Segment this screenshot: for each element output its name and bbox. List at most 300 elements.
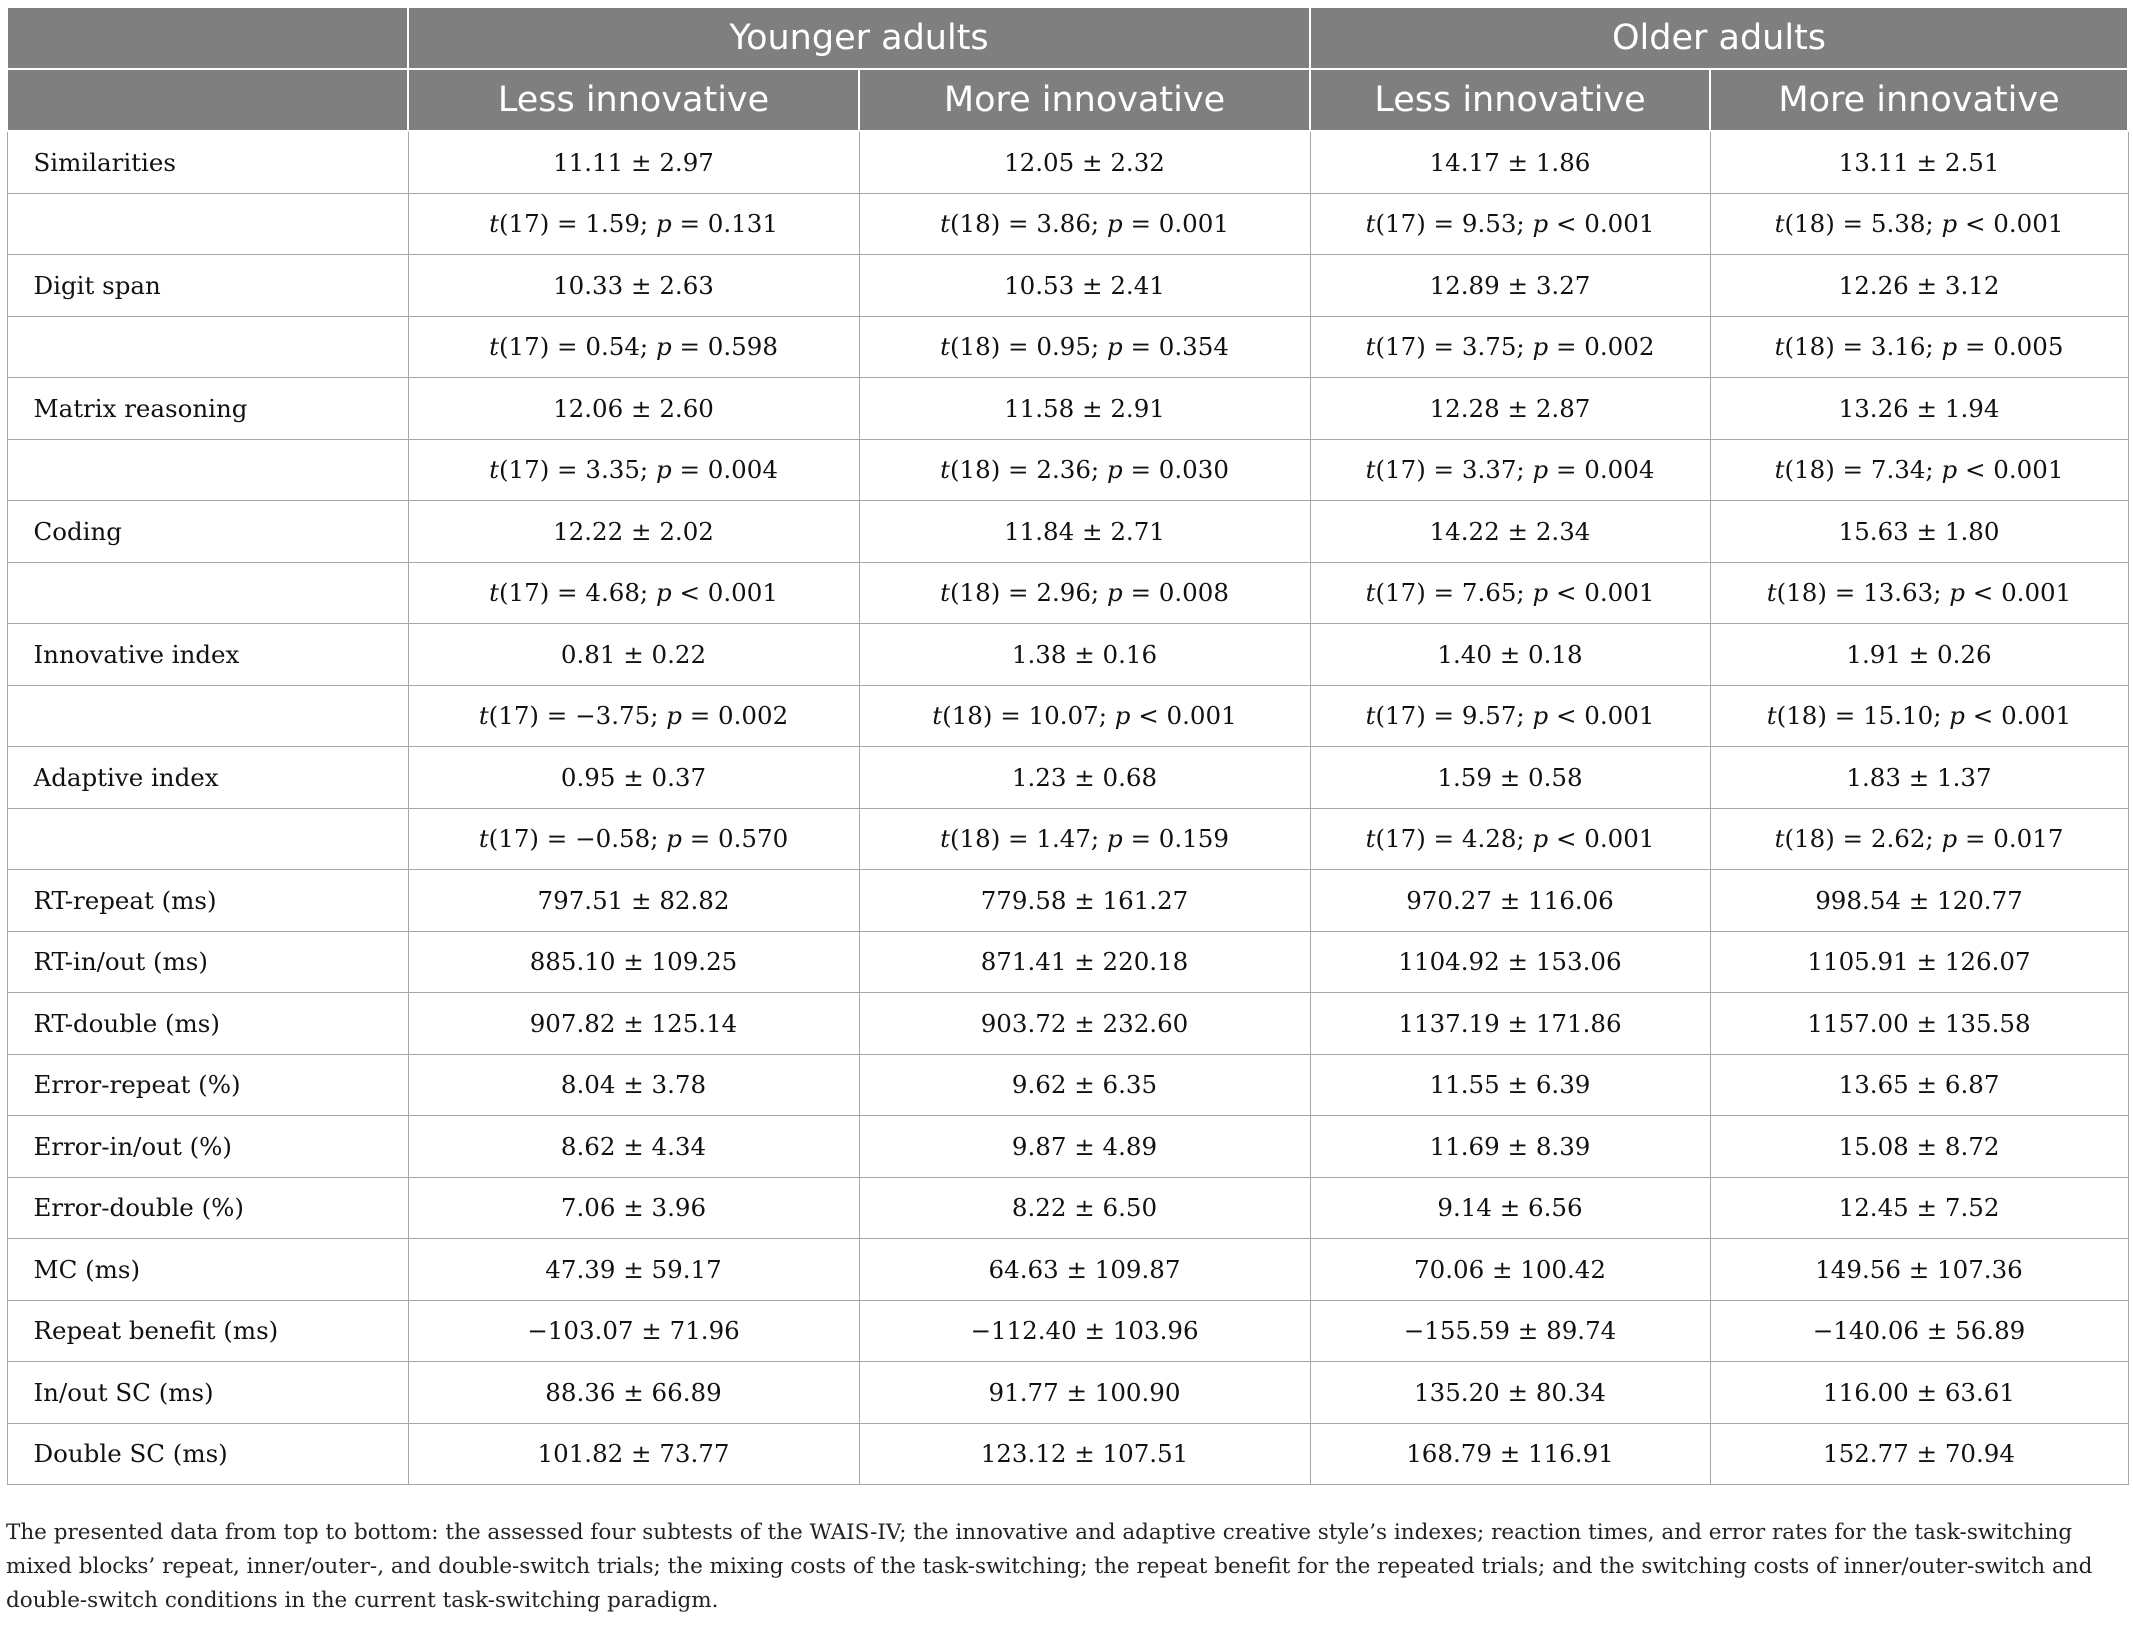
group-header-younger: Younger adults: [408, 7, 1310, 69]
t-symbol: t: [1365, 455, 1376, 485]
table-row: [7, 1239, 2128, 1301]
p-symbol: p: [1532, 578, 1549, 608]
table-row: [7, 747, 2128, 809]
row-label: Error-double (%): [7, 1177, 408, 1239]
value-cell: 12.45 ± 7.52: [1710, 1177, 2128, 1239]
value-cell: 1.23 ± 0.68: [859, 747, 1310, 809]
t-test-cell: [1710, 439, 2128, 501]
value-cell: 10.33 ± 2.63: [408, 255, 859, 317]
separator: ;: [1098, 701, 1115, 731]
t-test-cell: [1310, 439, 1710, 501]
p-value: = 0.004: [1555, 455, 1655, 485]
row-label: Repeat benefit (ms): [7, 1300, 408, 1362]
value-cell: 11.55 ± 6.39: [1310, 1054, 1710, 1116]
table-row: [7, 1177, 2128, 1239]
t-symbol: t: [932, 701, 943, 731]
table-row: [7, 624, 2128, 686]
p-value: = 0.159: [1130, 824, 1229, 854]
degrees-of-freedom: 18: [959, 332, 991, 362]
p-symbol: p: [1532, 455, 1549, 485]
space: [1965, 578, 1973, 607]
paren-open: (: [498, 332, 509, 362]
space: [1965, 701, 1973, 730]
equals-sign: ) =: [1416, 455, 1462, 485]
value-cell: 12.89 ± 3.27: [1310, 255, 1710, 317]
p-symbol: p: [666, 701, 682, 731]
space: [1957, 455, 1965, 484]
separator: ;: [650, 701, 667, 731]
table-row-stats: [7, 808, 2128, 870]
value-cell: 101.82 ± 73.77: [408, 1423, 859, 1485]
t-value: 10.07: [1028, 701, 1099, 731]
t-test-cell: [1310, 808, 1710, 870]
value-cell: 903.72 ± 232.60: [859, 993, 1310, 1055]
p-value: < 0.001: [1138, 701, 1237, 731]
t-value: 5.38: [1870, 209, 1926, 239]
degrees-of-freedom: 17: [1385, 332, 1417, 362]
t-value: 0.95: [1036, 332, 1091, 362]
space: [682, 824, 690, 853]
t-test-cell: [408, 316, 859, 378]
value-cell: 12.05 ± 2.32: [859, 131, 1310, 193]
degrees-of-freedom: 18: [1794, 824, 1826, 854]
separator: ;: [1516, 578, 1533, 608]
t-symbol: t: [478, 824, 489, 854]
t-symbol: t: [1774, 332, 1785, 362]
table-row-stats: [7, 316, 2128, 378]
degrees-of-freedom: 17: [1385, 578, 1417, 608]
degrees-of-freedom: 17: [508, 455, 540, 485]
t-symbol: t: [1774, 209, 1785, 239]
value-cell: 1.38 ± 0.16: [859, 624, 1310, 686]
t-symbol: t: [478, 701, 489, 731]
space: [1957, 209, 1965, 238]
value-cell: 10.53 ± 2.41: [859, 255, 1310, 317]
value-cell: 8.22 ± 6.50: [859, 1177, 1310, 1239]
row-label: [7, 685, 408, 747]
separator: ;: [639, 578, 656, 608]
space: [1957, 824, 1965, 853]
t-test-cell: [1710, 808, 2128, 870]
t-symbol: t: [940, 332, 950, 362]
degrees-of-freedom: 18: [1794, 209, 1826, 239]
value-cell: 13.26 ± 1.94: [1710, 378, 2128, 440]
t-test-cell: [859, 685, 1310, 747]
p-symbol: p: [1941, 209, 1958, 239]
t-test-cell: [859, 193, 1310, 255]
p-symbol: p: [1532, 209, 1549, 239]
separator: ;: [1090, 455, 1107, 485]
p-symbol: p: [1532, 824, 1549, 854]
value-cell: 1157.00 ± 135.58: [1710, 993, 2128, 1055]
equals-sign: ) =: [1817, 701, 1864, 731]
separator: ;: [639, 209, 656, 239]
p-value: = 0.002: [1555, 332, 1655, 362]
degrees-of-freedom: 18: [959, 578, 991, 608]
equals-sign: ) =: [1416, 824, 1462, 854]
value-cell: 1104.92 ± 153.06: [1310, 931, 1710, 993]
p-value: = 0.131: [679, 209, 778, 239]
sub-header-older-more: More innovative: [1710, 69, 2128, 131]
group-header-row: [7, 7, 2128, 69]
table-row: [7, 378, 2128, 440]
t-symbol: t: [1766, 578, 1777, 608]
p-symbol: p: [1114, 701, 1131, 731]
sub-header-younger-more: More innovative: [859, 69, 1310, 131]
p-value: < 0.001: [1964, 209, 2064, 239]
paren-open: (: [1375, 209, 1385, 239]
separator: ;: [1090, 209, 1107, 239]
p-symbol: p: [666, 824, 682, 854]
value-cell: 149.56 ± 107.36: [1710, 1239, 2128, 1301]
value-cell: 9.62 ± 6.35: [859, 1054, 1310, 1116]
p-symbol: p: [1949, 578, 1965, 608]
paren-open: (: [1776, 701, 1787, 731]
p-value: = 0.005: [1964, 332, 2064, 362]
separator: ;: [1516, 332, 1533, 362]
paren-open: (: [498, 209, 509, 239]
paren-open: (: [1784, 332, 1794, 362]
table-body: [7, 131, 2128, 1485]
table-row: [7, 870, 2128, 932]
t-value: 2.36: [1036, 455, 1091, 485]
p-value: = 0.002: [689, 701, 789, 731]
value-cell: 9.87 ± 4.89: [859, 1116, 1310, 1178]
p-value: < 0.001: [1555, 701, 1655, 731]
degrees-of-freedom: 18: [959, 824, 991, 854]
row-label: RT-double (ms): [7, 993, 408, 1055]
table-row: [7, 255, 2128, 317]
value-cell: 0.95 ± 0.37: [408, 747, 859, 809]
paren-open: (: [949, 455, 960, 485]
t-value: 13.63: [1863, 578, 1934, 608]
degrees-of-freedom: 17: [498, 824, 530, 854]
value-cell: 1.83 ± 1.37: [1710, 747, 2128, 809]
degrees-of-freedom: 17: [1385, 209, 1417, 239]
t-test-cell: [1710, 193, 2128, 255]
paren-open: (: [1375, 578, 1385, 608]
t-symbol: t: [940, 578, 950, 608]
value-cell: 116.00 ± 63.61: [1710, 1362, 2128, 1424]
t-test-cell: [408, 193, 859, 255]
value-cell: 871.41 ± 220.18: [859, 931, 1310, 993]
p-value: < 0.001: [1555, 578, 1655, 608]
value-cell: 11.84 ± 2.71: [859, 501, 1310, 563]
degrees-of-freedom: 18: [959, 455, 991, 485]
t-value: 1.47: [1036, 824, 1091, 854]
results-table-container: [6, 6, 2127, 1485]
row-label: Error-repeat (%): [7, 1054, 408, 1116]
space: [1548, 332, 1556, 361]
value-cell: 970.27 ± 116.06: [1310, 870, 1710, 932]
t-symbol: t: [1766, 701, 1777, 731]
p-value: = 0.598: [679, 332, 778, 362]
p-value: < 0.001: [679, 578, 778, 608]
paren-open: (: [488, 824, 499, 854]
value-cell: 47.39 ± 59.17: [408, 1239, 859, 1301]
t-symbol: t: [1365, 332, 1376, 362]
table-row-stats: [7, 685, 2128, 747]
p-symbol: p: [1532, 332, 1549, 362]
degrees-of-freedom: 17: [498, 701, 530, 731]
row-label: [7, 316, 408, 378]
row-label: [7, 562, 408, 624]
value-cell: 998.54 ± 120.77: [1710, 870, 2128, 932]
paren-open: (: [1375, 455, 1385, 485]
t-value: 0.54: [585, 332, 640, 362]
value-cell: 12.06 ± 2.60: [408, 378, 859, 440]
row-label: RT-repeat (ms): [7, 870, 408, 932]
t-value: 7.34: [1870, 455, 1926, 485]
t-symbol: t: [1774, 824, 1785, 854]
t-test-cell: [1310, 562, 1710, 624]
t-test-cell: [859, 562, 1310, 624]
paren-open: (: [1784, 209, 1794, 239]
value-cell: 168.79 ± 116.91: [1310, 1423, 1710, 1485]
separator: ;: [650, 824, 667, 854]
separator: ;: [639, 455, 656, 485]
p-value: < 0.001: [1964, 455, 2064, 485]
degrees-of-freedom: 18: [959, 209, 991, 239]
value-cell: 14.22 ± 2.34: [1310, 501, 1710, 563]
t-value: 9.53: [1461, 209, 1517, 239]
t-symbol: t: [1365, 578, 1376, 608]
value-cell: 15.08 ± 8.72: [1710, 1116, 2128, 1178]
separator: ;: [1090, 824, 1107, 854]
space: [1548, 701, 1556, 730]
t-symbol: t: [489, 455, 499, 485]
p-symbol: p: [1949, 701, 1965, 731]
value-cell: 0.81 ± 0.22: [408, 624, 859, 686]
t-symbol: t: [1365, 824, 1376, 854]
row-label: [7, 808, 408, 870]
p-value: = 0.008: [1130, 578, 1229, 608]
table-row: [7, 1362, 2128, 1424]
row-label: [7, 193, 408, 255]
value-cell: 1137.19 ± 171.86: [1310, 993, 1710, 1055]
table-row: [7, 501, 2128, 563]
value-cell: −112.40 ± 103.96: [859, 1300, 1310, 1362]
separator: ;: [1925, 209, 1942, 239]
separator: ;: [639, 332, 656, 362]
p-value: < 0.001: [1555, 209, 1655, 239]
t-value: 7.65: [1461, 578, 1517, 608]
equals-sign: ) =: [529, 701, 576, 731]
t-symbol: t: [940, 455, 950, 485]
t-value: 15.10: [1863, 701, 1934, 731]
t-symbol: t: [489, 332, 499, 362]
t-test-cell: [408, 562, 859, 624]
p-value: = 0.570: [689, 824, 789, 854]
value-cell: 1.91 ± 0.26: [1710, 624, 2128, 686]
separator: ;: [1933, 578, 1950, 608]
value-cell: 13.65 ± 6.87: [1710, 1054, 2128, 1116]
p-symbol: p: [1106, 455, 1123, 485]
p-symbol: p: [1941, 332, 1958, 362]
equals-sign: ) =: [1825, 824, 1871, 854]
equals-sign: ) =: [990, 209, 1037, 239]
t-test-cell: [1710, 562, 2128, 624]
value-cell: 11.58 ± 2.91: [859, 378, 1310, 440]
value-cell: 12.22 ± 2.02: [408, 501, 859, 563]
p-value: < 0.001: [1972, 701, 2072, 731]
paren-open: (: [1784, 824, 1794, 854]
t-symbol: t: [1365, 701, 1376, 731]
t-value: 1.59: [585, 209, 640, 239]
results-table: [6, 6, 2129, 1485]
row-label: Innovative index: [7, 624, 408, 686]
table-row: [7, 931, 2128, 993]
p-symbol: p: [655, 332, 672, 362]
space: [1548, 209, 1556, 238]
row-label: In/out SC (ms): [7, 1362, 408, 1424]
p-symbol: p: [1106, 824, 1123, 854]
separator: ;: [1925, 824, 1942, 854]
value-cell: −155.59 ± 89.74: [1310, 1300, 1710, 1362]
table-header: [7, 7, 2128, 131]
degrees-of-freedom: 18: [1794, 455, 1826, 485]
degrees-of-freedom: 17: [508, 209, 540, 239]
sub-header-corner: [7, 69, 408, 131]
t-test-cell: [1710, 685, 2128, 747]
t-value: −3.75: [575, 701, 651, 731]
equals-sign: ) =: [529, 824, 576, 854]
paren-open: (: [949, 824, 960, 854]
table-row-stats: [7, 562, 2128, 624]
equals-sign: ) =: [990, 455, 1037, 485]
p-value: < 0.001: [1972, 578, 2072, 608]
equals-sign: ) =: [1416, 578, 1462, 608]
paren-open: (: [498, 455, 509, 485]
p-value: = 0.017: [1964, 824, 2064, 854]
paren-open: (: [1375, 824, 1385, 854]
paren-open: (: [949, 209, 960, 239]
p-symbol: p: [1941, 824, 1958, 854]
degrees-of-freedom: 17: [1385, 455, 1417, 485]
t-test-cell: [1710, 316, 2128, 378]
table-row: [7, 1116, 2128, 1178]
t-test-cell: [859, 808, 1310, 870]
row-label: Double SC (ms): [7, 1423, 408, 1485]
degrees-of-freedom: 17: [1385, 824, 1417, 854]
separator: ;: [1516, 824, 1533, 854]
t-test-cell: [859, 316, 1310, 378]
space: [1548, 824, 1556, 853]
degrees-of-freedom: 17: [1385, 701, 1417, 731]
t-symbol: t: [489, 578, 499, 608]
t-symbol: t: [940, 209, 950, 239]
t-value: 3.35: [585, 455, 640, 485]
separator: ;: [1925, 455, 1942, 485]
t-value: 2.62: [1870, 824, 1926, 854]
t-value: 3.16: [1870, 332, 1926, 362]
p-symbol: p: [1106, 332, 1123, 362]
p-value: = 0.030: [1130, 455, 1229, 485]
value-cell: 8.04 ± 3.78: [408, 1054, 859, 1116]
t-value: 3.86: [1036, 209, 1091, 239]
paren-open: (: [1375, 332, 1385, 362]
table-footnote: The presented data from top to bottom: the assessed four subtests of the WAIS-IV; the innovative and adaptive creative style’s indexes; reaction times, and error rates for the task-switching mixed blocks’ repeat, inner/outer-, and double-switch trials; the mixing costs of the task-switching; the repeat benefit for the repeated trials; and the switching costs of inner/outer-switch and double-switch conditions in the current task-switching paradigm.: [6, 1520, 2093, 1613]
table-row: [7, 131, 2128, 193]
p-symbol: p: [1941, 455, 1958, 485]
equals-sign: ) =: [539, 209, 586, 239]
equals-sign: ) =: [1416, 332, 1462, 362]
t-test-cell: [1310, 685, 1710, 747]
equals-sign: ) =: [990, 332, 1037, 362]
equals-sign: ) =: [1825, 332, 1871, 362]
paren-open: (: [1784, 455, 1794, 485]
value-cell: 135.20 ± 80.34: [1310, 1362, 1710, 1424]
value-cell: 15.63 ± 1.80: [1710, 501, 2128, 563]
row-label: Error-in/out (%): [7, 1116, 408, 1178]
value-cell: 64.63 ± 109.87: [859, 1239, 1310, 1301]
separator: ;: [1090, 578, 1107, 608]
value-cell: −103.07 ± 71.96: [408, 1300, 859, 1362]
sub-header-older-less: Less innovative: [1310, 69, 1710, 131]
t-test-cell: [408, 439, 859, 501]
sub-header-younger-less: Less innovative: [408, 69, 859, 131]
t-symbol: t: [1774, 455, 1785, 485]
row-label: Coding: [7, 501, 408, 563]
value-cell: 9.14 ± 6.56: [1310, 1177, 1710, 1239]
value-cell: 88.36 ± 66.89: [408, 1362, 859, 1424]
t-value: 4.68: [585, 578, 640, 608]
p-symbol: p: [1532, 701, 1549, 731]
p-symbol: p: [655, 455, 672, 485]
value-cell: 797.51 ± 82.82: [408, 870, 859, 932]
row-label: Matrix reasoning: [7, 378, 408, 440]
value-cell: 8.62 ± 4.34: [408, 1116, 859, 1178]
value-cell: 1.59 ± 0.58: [1310, 747, 1710, 809]
paren-open: (: [1776, 578, 1787, 608]
paren-open: (: [942, 701, 952, 731]
t-test-cell: [408, 685, 859, 747]
value-cell: 70.06 ± 100.42: [1310, 1239, 1710, 1301]
t-test-cell: [1310, 316, 1710, 378]
p-symbol: p: [655, 209, 672, 239]
paren-open: (: [1375, 701, 1385, 731]
space: [682, 701, 690, 730]
row-label: RT-in/out (ms): [7, 931, 408, 993]
separator: ;: [1090, 332, 1107, 362]
equals-sign: ) =: [1825, 209, 1871, 239]
paren-open: (: [949, 578, 960, 608]
t-value: 9.57: [1461, 701, 1517, 731]
p-value: = 0.004: [679, 455, 778, 485]
equals-sign: ) =: [539, 332, 586, 362]
t-symbol: t: [940, 824, 950, 854]
value-cell: 12.28 ± 2.87: [1310, 378, 1710, 440]
header-corner: [7, 7, 408, 69]
value-cell: 91.77 ± 100.90: [859, 1362, 1310, 1424]
table-row: [7, 1054, 2128, 1116]
value-cell: 1105.91 ± 126.07: [1710, 931, 2128, 993]
value-cell: 885.10 ± 109.25: [408, 931, 859, 993]
t-value: 3.37: [1461, 455, 1517, 485]
p-symbol: p: [1106, 209, 1123, 239]
p-symbol: p: [1106, 578, 1123, 608]
equals-sign: ) =: [539, 578, 586, 608]
t-test-cell: [1310, 193, 1710, 255]
value-cell: 11.69 ± 8.39: [1310, 1116, 1710, 1178]
t-test-cell: [859, 439, 1310, 501]
t-test-cell: [408, 808, 859, 870]
t-value: −0.58: [575, 824, 651, 854]
p-value: = 0.354: [1130, 332, 1229, 362]
space: [1548, 578, 1556, 607]
p-value: < 0.001: [1555, 824, 1655, 854]
equals-sign: ) =: [1416, 701, 1462, 731]
